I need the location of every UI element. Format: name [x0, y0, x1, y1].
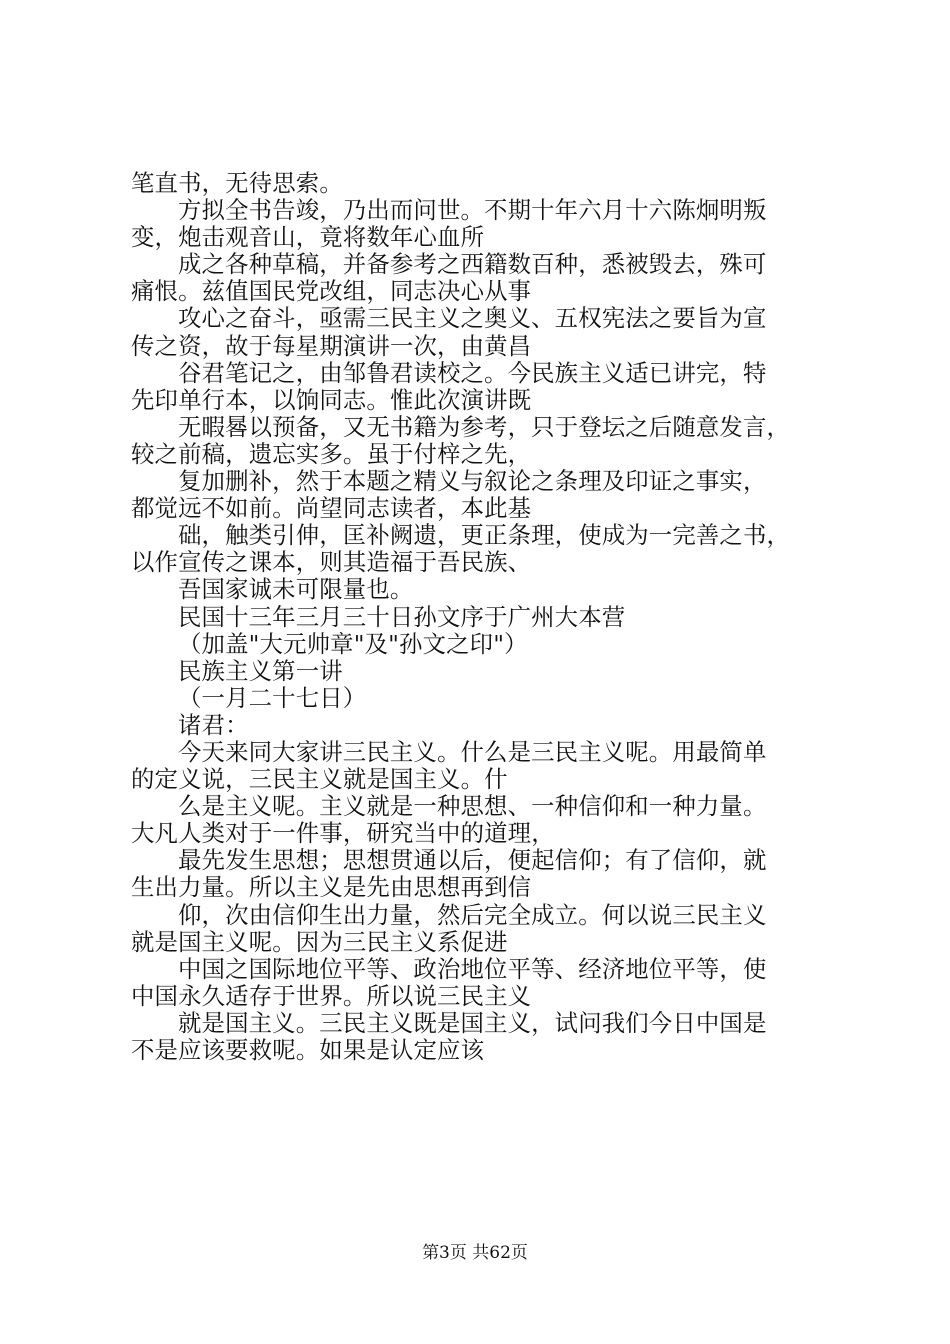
body-line: 变，炮击观音山，竟将数年心血所	[131, 223, 485, 252]
body-line: 就是国主义。三民主义既是国主义，试问我们今日中国是	[178, 1008, 767, 1037]
page-footer: 第3页 共62页	[422, 1243, 528, 1263]
body-line: 就是国主义呢。因为三民主义系促进	[131, 927, 508, 956]
body-line: 中国之国际地位平等、政治地位平等、经济地位平等，使	[178, 954, 767, 983]
body-line: 么是主义呢。主义就是一种思想、一种信仰和一种力量。	[178, 792, 767, 821]
body-line: 诸君：	[178, 710, 249, 739]
body-line: 以作宣传之课本，则其造福于吾民族、	[131, 548, 532, 577]
body-line: 不是应该要救呢。如果是认定应该	[131, 1036, 485, 1064]
body-line: 民国十三年三月三十日孙文序于广州大本营	[178, 602, 626, 631]
body-line: 民族主义第一讲	[178, 656, 343, 685]
body-line: 谷君笔记之，由邹鲁君读校之。今民族主义适已讲完，特	[178, 358, 767, 387]
document-body	[131, 170, 836, 1064]
body-line: 最先发生思想；思想贯通以后，便起信仰；有了信仰，就	[178, 846, 767, 875]
body-line: （加盖"大元帅章"及"孙文之印"）	[178, 629, 528, 658]
body-line: 中国永久适存于世界。所以说三民主义	[131, 981, 532, 1010]
body-line: 成之各种草稿，并备参考之西籍数百种，悉被毁去，殊可	[178, 250, 767, 279]
body-line: 的定义说，三民主义就是国主义。什	[131, 765, 508, 794]
body-line: 大凡人类对于一件事，研究当中的道理，	[131, 819, 555, 848]
body-line: 痛恨。兹值国民党改组，同志决心从事	[131, 277, 532, 306]
body-line: 生出力量。所以主义是先由思想再到信	[131, 873, 532, 902]
body-line: 较之前稿，遗忘实多。虽于付梓之先，	[131, 439, 532, 468]
body-line: 先印单行本，以饷同志。惟此次演讲既	[131, 385, 532, 414]
body-line: 攻心之奋斗，亟需三民主义之奥义、五权宪法之要旨为宣	[178, 304, 767, 333]
body-line: 复加删补，然于本题之精义与叙论之条理及印证之事实，	[178, 467, 767, 496]
body-line: 吾国家诚未可限量也。	[178, 575, 414, 604]
body-line: 无暇晷以预备，又无书籍为参考，只于登坛之后随意发言，	[178, 412, 791, 441]
body-line: 仰，次由信仰生出力量，然后完全成立。何以说三民主义	[178, 900, 767, 929]
body-line: 今天来同大家讲三民主义。什么是三民主义呢。用最简单	[178, 737, 767, 766]
body-line: 传之资，故于每星期演讲一次，由黄昌	[131, 331, 532, 360]
body-line: 础，触类引伸，匡补阙遗，更正条理，使成为一完善之书，	[178, 521, 791, 550]
body-line: 笔直书，无待思索。	[131, 169, 343, 197]
body-line: （一月二十七日）	[178, 683, 367, 712]
body-line: 方拟全书告竣，乃出而问世。不期十年六月十六陈炯明叛	[178, 196, 767, 225]
body-line: 都觉远不如前。尚望同志读者，本此基	[131, 494, 532, 523]
